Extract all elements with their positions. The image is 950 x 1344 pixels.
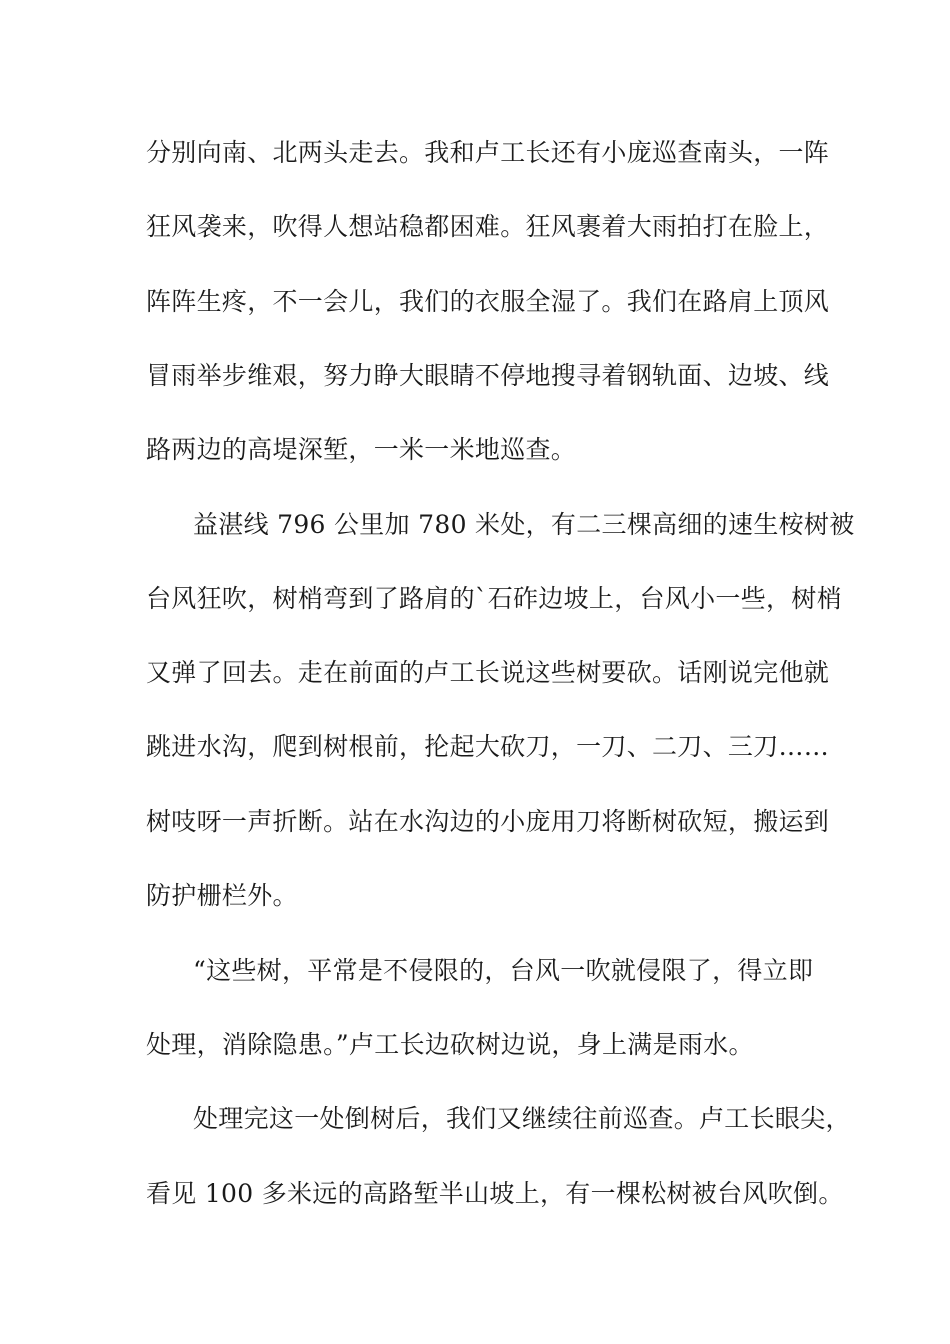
text-line: 处理，消除隐患。”卢工长边砍树边说，身上满是雨水。 bbox=[146, 1030, 754, 1059]
text-line: 跳进水沟，爬到树根前，抡起大砍刀，一刀、二刀、三刀…… bbox=[146, 732, 830, 761]
text-line: 冒雨举步维艰，努力睁大眼睛不停地搜寻着钢轨面、边坡、线 bbox=[146, 361, 830, 390]
text-line: 阵阵生疼，不一会儿，我们的衣服全湿了。我们在路肩上顶风 bbox=[146, 287, 830, 316]
paragraph-first-line: 益湛线 796 公里加 780 米处，有二三棵高细的速生桉树被 bbox=[193, 510, 855, 539]
text-line: 路两边的高堤深堑，一米一米地巡查。 bbox=[146, 435, 577, 464]
text-line: 台风狂吹，树梢弯到了路肩的`石砟边坡上，台风小一些，树梢 bbox=[146, 584, 842, 613]
text-line: 又弹了回去。走在前面的卢工长说这些树要砍。话刚说完他就 bbox=[146, 658, 830, 687]
text-line: 树吱呀一声折断。站在水沟边的小庞用刀将断树砍短，搬运到 bbox=[146, 807, 830, 836]
text-line: 分别向南、北两头走去。我和卢工长还有小庞巡查南头，一阵 bbox=[146, 138, 830, 167]
paragraph-first-line: “这些树，平常是不侵限的，台风一吹就侵限了，得立即 bbox=[193, 956, 814, 985]
paragraph-first-line: 处理完这一处倒树后，我们又继续往前巡查。卢工长眼尖， bbox=[193, 1104, 851, 1133]
text-line: 狂风袭来，吹得人想站稳都困难。狂风裹着大雨拍打在脸上， bbox=[146, 212, 830, 241]
text-line: 看见 100 多米远的高路堑半山坡上，有一棵松树被台风吹倒。 bbox=[146, 1179, 844, 1208]
text-line: 防护栅栏外。 bbox=[146, 881, 298, 910]
